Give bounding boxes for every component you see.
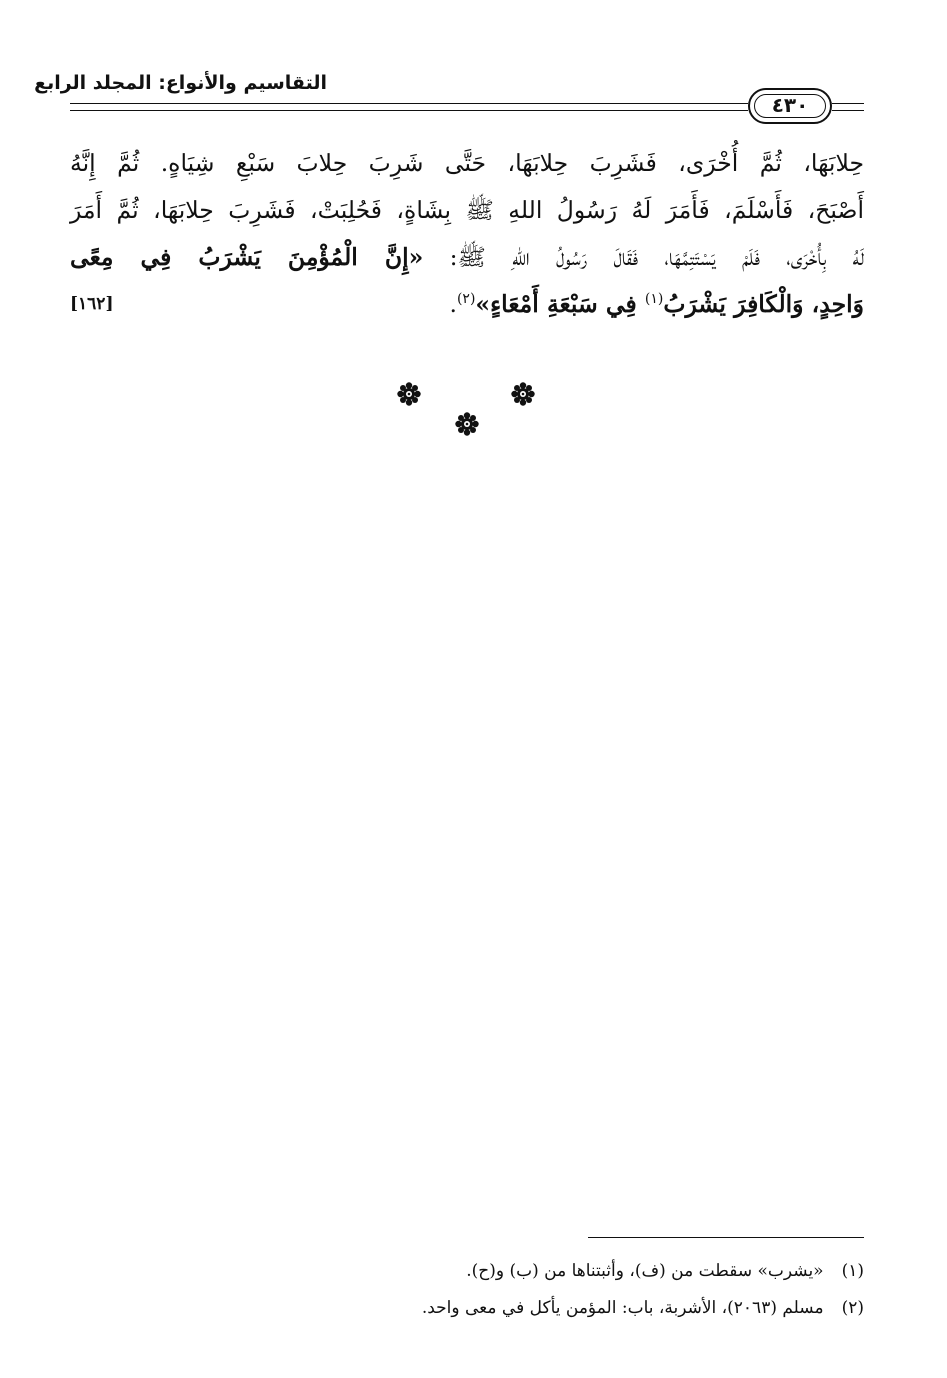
- flower-ornament-icon: [510, 381, 536, 407]
- body-text: [70, 140, 864, 328]
- header-rule: [832, 103, 864, 104]
- footnote-number: (٢): [841, 1298, 864, 1318]
- flower-ornament-icon: [396, 381, 422, 407]
- narration-text: لَهُ بِأُخْرَى، فَلَمْ يَسْتَتِمَّهَا، فَقَالَ رَسُولُ اللهِ ﷺ:: [423, 243, 864, 271]
- footnote-separator: [588, 1237, 864, 1238]
- page-number-frame: [748, 88, 832, 124]
- footnote-item: [70, 1253, 864, 1290]
- header-rule: [70, 110, 748, 111]
- page-number: ٤٣٠: [771, 93, 809, 117]
- body-line: حِلابَهَا، ثُمَّ أُخْرَى، فَشَرِبَ حِلابَهَا، حَتَّى شَرِبَ حِلابَ سَبْعِ شِيَاهٍ. ثُمَّ إِنَّهُ: [70, 149, 864, 177]
- header-rule: [70, 103, 748, 104]
- footnote-marker[interactable]: (٢): [456, 291, 476, 308]
- body-line: [70, 234, 864, 281]
- footnotes: [70, 1253, 864, 1327]
- header-rule: [832, 110, 864, 111]
- body-line: أَصْبَحَ، فَأَسْلَمَ، فَأَمَرَ لَهُ رَسُولُ اللهِ ﷺ بِشَاةٍ، فَحُلِبَتْ، فَشَرِبَ حِلابَهَا، ثُمَّ أَمَرَ: [70, 196, 864, 224]
- footnote-text: مسلم (٢٠٦٣)، الأشربة، باب: المؤمن يأكل في معى واحد.: [421, 1298, 824, 1318]
- body-line: [70, 281, 864, 328]
- hadith-text: وَاحِدٍ، وَالْكَافِرَ يَشْرَبُ: [663, 290, 864, 318]
- flower-ornament-icon: [454, 411, 480, 437]
- sentence-end: .: [449, 290, 457, 318]
- running-title: التقاسيم والأنواع: المجلد الرابع: [34, 72, 327, 94]
- hadith-text: فِي سَبْعَةِ أَمْعَاءٍ»: [475, 290, 645, 318]
- footnote-item: [70, 1290, 864, 1327]
- footnote-text: «يشرب» سقطت من (ف)، وأثبتناها من (ب) و(ح).: [466, 1261, 824, 1281]
- hadith-text: «إِنَّ الْمُؤْمِنَ يَشْرَبُ فِي مِعًى: [70, 243, 424, 271]
- footnote-marker[interactable]: (١): [644, 291, 664, 308]
- hadith-reference-number: [١٦٢]: [70, 294, 114, 314]
- footnote-number: (١): [841, 1261, 864, 1281]
